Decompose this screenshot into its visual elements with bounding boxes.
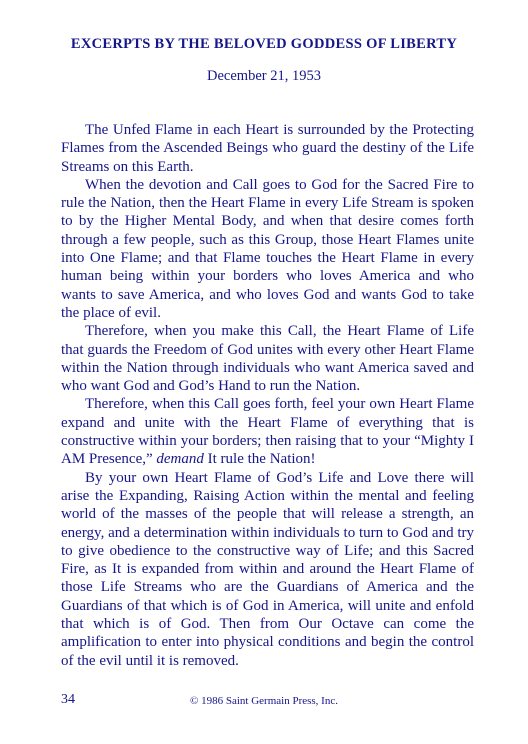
page-number: 34 xyxy=(61,692,75,707)
date-line: December 21, 1953 xyxy=(207,68,321,84)
paragraph-text: It rule the Nation! xyxy=(203,451,316,468)
copyright-notice: © 1986 Saint Germain Press, Inc. xyxy=(190,695,338,707)
paragraph xyxy=(61,395,474,468)
paragraph: By your own Heart Flame of God’s Life and Love there will arise the Expanding, Raising Action within the mental and feeling world of the masses of the people that will release a strength, an energy, and a determination within individuals to turn to God and try to give obedience to the constructive way of Life; and this Sacred Fire, as It is expanded from within and around the Heart Flame of those Life Streams who are the Guardians of America and the Guardians of that which is of God in America, will unite and enfold that which is of God. Then from Our Octave can come the amplification to enter into physical conditions and begin the control of the evil until it is removed. xyxy=(61,469,474,669)
body-text xyxy=(61,121,474,670)
paragraph-text: Therefore, when this Call goes forth, feel your own Heart Flame expand and unite with the Heart Flame of everything that is constructive within your borders; then raising that to your “Mighty I AM Presence,” xyxy=(61,396,474,468)
paragraph: The Unfed Flame in each Heart is surrounded by the Protecting Flames from the Ascended Beings who guard the destiny of the Life Streams on this Earth. xyxy=(61,122,474,175)
emphasis-word: demand xyxy=(156,451,204,468)
paragraph: When the devotion and Call goes to God for the Sacred Fire to rule the Nation, then the Heart Flame in every Life Stream is spoken to by the Higher Mental Body, and when that desire comes forth through a few people, such as this Group, those Heart Flames unite into One Flame; and that Flame touches the Heart Flame in every human being within your borders who loves America and who wants to save America, and who loves God and wants God to take the place of evil. xyxy=(61,176,474,321)
paragraph: Therefore, when you make this Call, the Heart Flame of Life that guards the Freedom of God unites with every other Heart Flame within the Nation through individuals who want America saved and who want God and God’s Hand to run the Nation. xyxy=(61,323,474,395)
page-heading: EXCERPTS BY THE BELOVED GODDESS OF LIBERTY xyxy=(70,36,458,52)
